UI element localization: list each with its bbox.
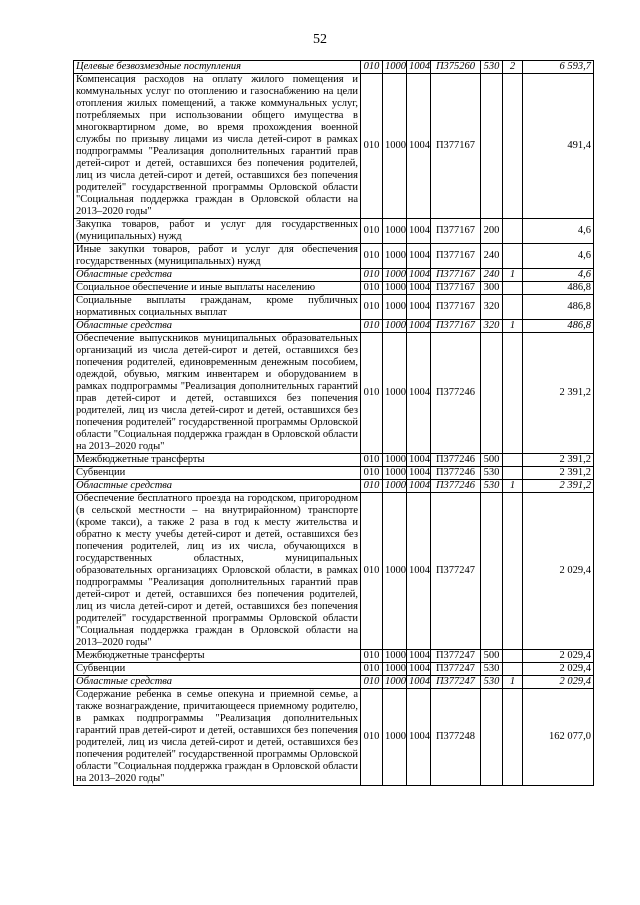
amount-cell: 4,6 [523, 244, 594, 269]
subsection-code-cell: 1004 [407, 269, 431, 282]
target-article-cell: П377167 [431, 244, 481, 269]
table-row [74, 493, 594, 650]
row-name-cell: Социальные выплаты гражданам, кроме публичных нормативных социальных выплат [74, 295, 361, 320]
expense-type-cell [481, 333, 503, 454]
funding-source-cell: 1 [503, 480, 523, 493]
target-article-cell: П375260 [431, 61, 481, 74]
amount-cell: 2 029,4 [523, 493, 594, 650]
funding-source-cell [503, 74, 523, 219]
funding-source-cell [503, 244, 523, 269]
subsection-code-cell: 1004 [407, 219, 431, 244]
table-row [74, 282, 594, 295]
amount-cell: 486,8 [523, 320, 594, 333]
amount-cell: 491,4 [523, 74, 594, 219]
expense-type-cell: 200 [481, 219, 503, 244]
funding-source-cell [503, 454, 523, 467]
table-row [74, 663, 594, 676]
funding-source-cell [503, 219, 523, 244]
target-article-cell: П377167 [431, 269, 481, 282]
target-article-cell: П377246 [431, 480, 481, 493]
ministry-code-cell: 010 [361, 493, 383, 650]
table-row [74, 454, 594, 467]
subsection-code-cell: 1004 [407, 74, 431, 219]
funding-source-cell [503, 333, 523, 454]
section-code-cell: 1000 [383, 454, 407, 467]
funding-source-cell [503, 467, 523, 480]
expense-type-cell [481, 689, 503, 786]
table-row [74, 480, 594, 493]
section-code-cell: 1000 [383, 282, 407, 295]
table-row [74, 61, 594, 74]
expense-type-cell [481, 493, 503, 650]
target-article-cell: П377167 [431, 295, 481, 320]
amount-cell: 2 391,2 [523, 480, 594, 493]
row-name-cell: Субвенции [74, 467, 361, 480]
row-name-cell: Социальное обеспечение и иные выплаты населению [74, 282, 361, 295]
expense-type-cell [481, 74, 503, 219]
expense-type-cell: 240 [481, 244, 503, 269]
funding-source-cell: 1 [503, 320, 523, 333]
expense-type-cell: 320 [481, 320, 503, 333]
table-row [74, 676, 594, 689]
row-name-cell: Субвенции [74, 663, 361, 676]
amount-cell: 6 593,7 [523, 61, 594, 74]
table-row [74, 295, 594, 320]
target-article-cell: П377167 [431, 74, 481, 219]
subsection-code-cell: 1004 [407, 244, 431, 269]
row-name-cell: Иные закупки товаров, работ и услуг для обеспечения государственных (муниципальных) нужд [74, 244, 361, 269]
table-row [74, 689, 594, 786]
ministry-code-cell: 010 [361, 480, 383, 493]
row-name-cell: Целевые безвозмездные поступления [74, 61, 361, 74]
section-code-cell: 1000 [383, 295, 407, 320]
table-row [74, 74, 594, 219]
section-code-cell: 1000 [383, 320, 407, 333]
section-code-cell: 1000 [383, 244, 407, 269]
funding-source-cell [503, 282, 523, 295]
amount-cell: 2 029,4 [523, 676, 594, 689]
expense-type-cell: 530 [481, 676, 503, 689]
table-row [74, 320, 594, 333]
funding-source-cell [503, 493, 523, 650]
expense-type-cell: 530 [481, 467, 503, 480]
section-code-cell: 1000 [383, 676, 407, 689]
target-article-cell: П377248 [431, 689, 481, 786]
ministry-code-cell: 010 [361, 282, 383, 295]
funding-source-cell: 1 [503, 269, 523, 282]
expense-type-cell: 500 [481, 454, 503, 467]
expense-type-cell: 530 [481, 663, 503, 676]
amount-cell: 486,8 [523, 282, 594, 295]
amount-cell: 4,6 [523, 219, 594, 244]
ministry-code-cell: 010 [361, 689, 383, 786]
amount-cell: 162 077,0 [523, 689, 594, 786]
table-row [74, 333, 594, 454]
amount-cell: 2 391,2 [523, 467, 594, 480]
target-article-cell: П377246 [431, 467, 481, 480]
ministry-code-cell: 010 [361, 219, 383, 244]
target-article-cell: П377246 [431, 333, 481, 454]
ministry-code-cell: 010 [361, 74, 383, 219]
budget-table [73, 60, 594, 786]
expense-type-cell: 530 [481, 61, 503, 74]
subsection-code-cell: 1004 [407, 282, 431, 295]
budget-table-body [74, 61, 594, 786]
target-article-cell: П377247 [431, 493, 481, 650]
row-name-cell: Областные средства [74, 480, 361, 493]
section-code-cell: 1000 [383, 663, 407, 676]
subsection-code-cell: 1004 [407, 663, 431, 676]
funding-source-cell: 1 [503, 676, 523, 689]
funding-source-cell: 2 [503, 61, 523, 74]
funding-source-cell [503, 689, 523, 786]
page-number: 52 [313, 32, 327, 47]
section-code-cell: 1000 [383, 269, 407, 282]
section-code-cell: 1000 [383, 493, 407, 650]
section-code-cell: 1000 [383, 74, 407, 219]
ministry-code-cell: 010 [361, 269, 383, 282]
row-name-cell: Обеспечение бесплатного проезда на городском, пригородном (в сельской местности – на внутрирайонном) транспорте (кроме такси), а также 2 раза в год к месту жительства и обратно к месту учебы детей-сирот и детей, оставшихся без попечения родителей, лиц из их числа, обучающихся в государственных областных, муниципальных образовательных организациях Орловской области, в рамках подпрограммы "Реализация дополнительных гарантий прав детей-сирот и детей, оставшихся без попечения родителей, лиц из числа детей-сирот и детей, оставшихся без попечения родителей" государственной программы Орловской области "Социальная поддержка граждан в Орловской области на 2013–2020 годы" [74, 493, 361, 650]
target-article-cell: П377247 [431, 663, 481, 676]
section-code-cell: 1000 [383, 480, 407, 493]
amount-cell: 486,8 [523, 295, 594, 320]
expense-type-cell: 300 [481, 282, 503, 295]
subsection-code-cell: 1004 [407, 61, 431, 74]
row-name-cell: Межбюджетные трансферты [74, 454, 361, 467]
ministry-code-cell: 010 [361, 333, 383, 454]
amount-cell: 2 029,4 [523, 663, 594, 676]
target-article-cell: П377247 [431, 676, 481, 689]
expense-type-cell: 320 [481, 295, 503, 320]
section-code-cell: 1000 [383, 61, 407, 74]
subsection-code-cell: 1004 [407, 333, 431, 454]
section-code-cell: 1000 [383, 219, 407, 244]
ministry-code-cell: 010 [361, 295, 383, 320]
target-article-cell: П377167 [431, 282, 481, 295]
table-row [74, 467, 594, 480]
row-name-cell: Обеспечение выпускников муниципальных образовательных организаций из числа детей-сирот и детей, оставшихся без попечения родителей, единовременным денежным пособием, одеждой, обувью, мягким инвентарем и оборудованием в рамках подпрограммы "Реализация дополнительных гарантий прав детей-сирот и детей, оставшихся без попечения родителей, лиц из числа детей-сирот и детей, оставшихся без попечения родителей" государственной программы Орловской области "Социальная поддержка граждан в Орловской области на 2013–2020 годы" [74, 333, 361, 454]
subsection-code-cell: 1004 [407, 650, 431, 663]
row-name-cell: Областные средства [74, 269, 361, 282]
amount-cell: 2 391,2 [523, 454, 594, 467]
ministry-code-cell: 010 [361, 467, 383, 480]
ministry-code-cell: 010 [361, 320, 383, 333]
funding-source-cell [503, 663, 523, 676]
row-name-cell: Содержание ребенка в семье опекуна и приемной семье, а также вознаграждение, причитающееся приемному родителю, в рамках подпрограммы "Реализация дополнительных гарантий прав детей-сирот и детей, оставшихся без попечения родителей, лиц из числа детей-сирот и детей, оставшихся без попечения родителей" государственной программы Орловской области "Социальная поддержка граждан в Орловской области на 2013–2020 годы" [74, 689, 361, 786]
section-code-cell: 1000 [383, 333, 407, 454]
table-row [74, 244, 594, 269]
subsection-code-cell: 1004 [407, 689, 431, 786]
expense-type-cell: 500 [481, 650, 503, 663]
row-name-cell: Областные средства [74, 320, 361, 333]
subsection-code-cell: 1004 [407, 480, 431, 493]
target-article-cell: П377246 [431, 454, 481, 467]
table-row [74, 269, 594, 282]
funding-source-cell [503, 650, 523, 663]
subsection-code-cell: 1004 [407, 676, 431, 689]
ministry-code-cell: 010 [361, 676, 383, 689]
section-code-cell: 1000 [383, 467, 407, 480]
section-code-cell: 1000 [383, 689, 407, 786]
subsection-code-cell: 1004 [407, 295, 431, 320]
expense-type-cell: 240 [481, 269, 503, 282]
subsection-code-cell: 1004 [407, 467, 431, 480]
ministry-code-cell: 010 [361, 61, 383, 74]
row-name-cell: Компенсация расходов на оплату жилого помещения и коммунальных услуг по отоплению и газоснабжению на цели отопления жилых помещений, а также коммунальных услуг, потребляемых при использовании общего имущества в многоквартирном доме, во время прохождения военной службы по призыву лицами из числа детей-сирот в рамках подпрограммы "Реализация дополнительных гарантий прав детей-сирот и детей, оставшихся без попечения родителей, лиц из числа детей-сирот и детей, оставшихся без попечения родителей" государственной программы Орловской области "Социальная поддержка граждан в Орловской области на 2013–2020 годы" [74, 74, 361, 219]
target-article-cell: П377167 [431, 320, 481, 333]
funding-source-cell [503, 295, 523, 320]
target-article-cell: П377167 [431, 219, 481, 244]
expense-type-cell: 530 [481, 480, 503, 493]
row-name-cell: Областные средства [74, 676, 361, 689]
amount-cell: 2 391,2 [523, 333, 594, 454]
ministry-code-cell: 010 [361, 454, 383, 467]
amount-cell: 2 029,4 [523, 650, 594, 663]
ministry-code-cell: 010 [361, 244, 383, 269]
ministry-code-cell: 010 [361, 650, 383, 663]
ministry-code-cell: 010 [361, 663, 383, 676]
row-name-cell: Межбюджетные трансферты [74, 650, 361, 663]
section-code-cell: 1000 [383, 650, 407, 663]
row-name-cell: Закупка товаров, работ и услуг для государственных (муниципальных) нужд [74, 219, 361, 244]
amount-cell: 4,6 [523, 269, 594, 282]
subsection-code-cell: 1004 [407, 493, 431, 650]
table-row [74, 219, 594, 244]
table-row [74, 650, 594, 663]
subsection-code-cell: 1004 [407, 454, 431, 467]
target-article-cell: П377247 [431, 650, 481, 663]
subsection-code-cell: 1004 [407, 320, 431, 333]
